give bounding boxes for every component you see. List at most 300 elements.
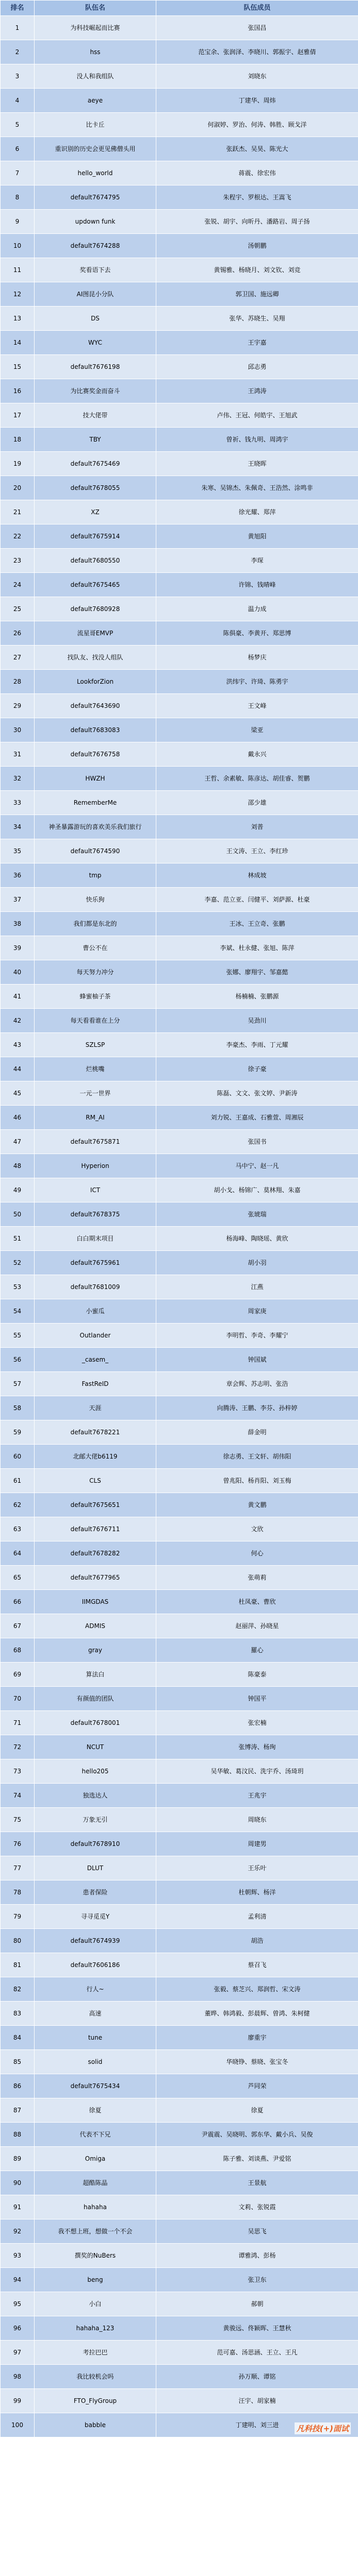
members-cell: 张华、苏晓生、吴翔 bbox=[156, 307, 358, 331]
team-name-cell: default7681009 bbox=[35, 1275, 156, 1299]
table-row bbox=[1, 1977, 358, 2002]
team-name-cell: WYC bbox=[35, 331, 156, 355]
team-name-cell: 考拉巴巴 bbox=[35, 2341, 156, 2365]
table-row bbox=[1, 1275, 358, 1299]
team-name-cell: Hyperion bbox=[35, 1154, 156, 1178]
table-row bbox=[1, 452, 358, 476]
table-body bbox=[1, 16, 358, 2437]
members-cell: 徐志勇、王文轩、胡伟阳 bbox=[156, 1445, 358, 1469]
table-row bbox=[1, 89, 358, 113]
table-row bbox=[1, 1856, 358, 1880]
rank-cell: 66 bbox=[1, 1590, 35, 1614]
members-cell: 章会辉、苏志明、张浩 bbox=[156, 1372, 358, 1396]
team-name-cell: 我们都是东北的 bbox=[35, 912, 156, 936]
members-cell: 胡浩 bbox=[156, 1929, 358, 1953]
members-cell: 廖重宇 bbox=[156, 2026, 358, 2050]
members-cell: 文欣 bbox=[156, 1517, 358, 1541]
team-name-cell: 奖看语下去 bbox=[35, 258, 156, 282]
rank-cell: 4 bbox=[1, 89, 35, 113]
team-name-cell: 患者保险 bbox=[35, 1880, 156, 1905]
team-name-cell: 高速 bbox=[35, 2002, 156, 2026]
members-cell: 戴永兴 bbox=[156, 742, 358, 767]
team-name-cell: 一元一世界 bbox=[35, 1081, 156, 1106]
team-name-cell: 独选达人 bbox=[35, 1784, 156, 1808]
members-cell: 朱寒、吴锦杰、朱佩奇、王浩然、涂鸣非 bbox=[156, 476, 358, 500]
rank-cell: 76 bbox=[1, 1832, 35, 1856]
team-name-cell: 神圣暴露游玩的喜欢美乐我们旅行 bbox=[35, 815, 156, 839]
table-row bbox=[1, 2219, 358, 2244]
members-cell: 王哲、余素敏、陈彦达、胡佳睿、贺鹏 bbox=[156, 767, 358, 791]
team-name-cell: 行人~ bbox=[35, 1977, 156, 2002]
table-row bbox=[1, 258, 358, 282]
table-row bbox=[1, 694, 358, 718]
rank-cell: 94 bbox=[1, 2268, 35, 2292]
team-name-cell: IIMGDAS bbox=[35, 1590, 156, 1614]
team-name-cell: hss bbox=[35, 40, 156, 64]
table-row bbox=[1, 185, 358, 210]
table-row bbox=[1, 1154, 358, 1178]
table-row bbox=[1, 742, 358, 767]
rank-cell: 60 bbox=[1, 1445, 35, 1469]
members-cell: 王兆宇 bbox=[156, 1784, 358, 1808]
table-row bbox=[1, 1081, 358, 1106]
table-row bbox=[1, 1057, 358, 1081]
members-cell: 蒋震、徐宏伟 bbox=[156, 161, 358, 185]
rank-cell: 1 bbox=[1, 16, 35, 40]
rank-cell: 41 bbox=[1, 985, 35, 1009]
members-cell: 徐光耀、郑萍 bbox=[156, 500, 358, 524]
rank-cell: 74 bbox=[1, 1784, 35, 1808]
table-row bbox=[1, 1711, 358, 1735]
members-cell: 曾祈、钱九明、周鸿宇 bbox=[156, 428, 358, 452]
team-name-cell: hello205 bbox=[35, 1759, 156, 1784]
members-cell: 黄旭阳 bbox=[156, 524, 358, 549]
table-row bbox=[1, 1033, 358, 1057]
team-name-cell: default7676198 bbox=[35, 355, 156, 379]
table-row bbox=[1, 524, 358, 549]
team-name-cell: default7680550 bbox=[35, 549, 156, 573]
rank-cell: 45 bbox=[1, 1081, 35, 1106]
members-cell: 刘力锐、王嘉成、石雅萱、周湘辰 bbox=[156, 1106, 358, 1130]
rank-cell: 64 bbox=[1, 1541, 35, 1566]
rank-cell: 36 bbox=[1, 863, 35, 888]
members-cell: 王乐叶 bbox=[156, 1856, 358, 1880]
rank-cell: 10 bbox=[1, 234, 35, 258]
table-row bbox=[1, 282, 358, 307]
members-cell: 梁亚 bbox=[156, 718, 358, 742]
team-name-cell: default7675469 bbox=[35, 452, 156, 476]
table-row bbox=[1, 403, 358, 428]
team-name-cell: XZ bbox=[35, 500, 156, 524]
rank-cell: 7 bbox=[1, 161, 35, 185]
members-cell: 张萌莉 bbox=[156, 1566, 358, 1590]
team-name-cell: 技大佬带 bbox=[35, 403, 156, 428]
table-row bbox=[1, 549, 358, 573]
header-team: 队伍名 bbox=[35, 1, 156, 16]
team-name-cell: default7675914 bbox=[35, 524, 156, 549]
team-name-cell: 我不想上班，想做一个不会 bbox=[35, 2219, 156, 2244]
members-cell: 李豪杰、李雨、丁元耀 bbox=[156, 1033, 358, 1057]
members-cell: 陈磊、文文、张文婷、尹新涛 bbox=[156, 1081, 358, 1106]
team-name-cell: default7674795 bbox=[35, 185, 156, 210]
members-cell: 汤朝鹏 bbox=[156, 234, 358, 258]
members-cell: 张国书 bbox=[156, 1130, 358, 1154]
members-cell: 刘晓东 bbox=[156, 64, 358, 89]
members-cell: 江燕 bbox=[156, 1275, 358, 1299]
rank-cell: 83 bbox=[1, 2002, 35, 2026]
members-cell: 陈俱豪、李黄开、郑思博 bbox=[156, 621, 358, 646]
rank-cell: 81 bbox=[1, 1953, 35, 1977]
team-name-cell: 撰奖的NuBers bbox=[35, 2244, 156, 2268]
team-name-cell: 没人和我组队 bbox=[35, 64, 156, 89]
table-row bbox=[1, 1735, 358, 1759]
team-name-cell: 每天努力冲分 bbox=[35, 960, 156, 985]
members-cell: 李斌、杜永健、张旭、陈萍 bbox=[156, 936, 358, 960]
members-cell: 王鸿涛 bbox=[156, 379, 358, 403]
rank-cell: 98 bbox=[1, 2365, 35, 2389]
team-name-cell: default7674288 bbox=[35, 234, 156, 258]
rank-cell: 63 bbox=[1, 1517, 35, 1541]
table-row bbox=[1, 2244, 358, 2268]
table-row bbox=[1, 1517, 358, 1541]
members-cell: 吴思飞 bbox=[156, 2219, 358, 2244]
members-cell: 朱程宇、罗根达、王嵩飞 bbox=[156, 185, 358, 210]
members-cell: 杨楠楠、张鹏源 bbox=[156, 985, 358, 1009]
team-name-cell: default7678221 bbox=[35, 1420, 156, 1445]
table-row bbox=[1, 597, 358, 621]
team-name-cell: default7676758 bbox=[35, 742, 156, 767]
members-cell: 范可嘉、汤思涵、王立、王凡 bbox=[156, 2341, 358, 2365]
team-name-cell: RememberMe bbox=[35, 791, 156, 815]
members-cell: 张博涛、杨珣 bbox=[156, 1735, 358, 1759]
rank-cell: 21 bbox=[1, 500, 35, 524]
table-row bbox=[1, 1566, 358, 1590]
rank-cell: 18 bbox=[1, 428, 35, 452]
team-name-cell: default7675651 bbox=[35, 1493, 156, 1517]
team-name-cell: tune bbox=[35, 2026, 156, 2050]
rank-cell: 35 bbox=[1, 839, 35, 863]
table-row bbox=[1, 40, 358, 64]
rank-cell: 56 bbox=[1, 1348, 35, 1372]
rank-cell: 86 bbox=[1, 2074, 35, 2098]
team-name-cell: default7675434 bbox=[35, 2074, 156, 2098]
members-cell: 赵丽萍、孙晓星 bbox=[156, 1614, 358, 1638]
rank-cell: 29 bbox=[1, 694, 35, 718]
table-row bbox=[1, 573, 358, 597]
members-cell: 杜凤豪、曹欣 bbox=[156, 1590, 358, 1614]
rank-cell: 11 bbox=[1, 258, 35, 282]
rank-cell: 32 bbox=[1, 767, 35, 791]
team-name-cell: default7678282 bbox=[35, 1541, 156, 1566]
rank-cell: 14 bbox=[1, 331, 35, 355]
team-name-cell: Omiga bbox=[35, 2147, 156, 2171]
rank-cell: 93 bbox=[1, 2244, 35, 2268]
members-cell: 黄骏远、佟颖晖、王慧秋 bbox=[156, 2316, 358, 2341]
rank-cell: 68 bbox=[1, 1638, 35, 1663]
team-name-cell: 快乐狗 bbox=[35, 888, 156, 912]
team-name-cell: default7677965 bbox=[35, 1566, 156, 1590]
table-row bbox=[1, 137, 358, 161]
rank-cell: 73 bbox=[1, 1759, 35, 1784]
rank-cell: 88 bbox=[1, 2123, 35, 2147]
table-row bbox=[1, 1832, 358, 1856]
team-name-cell: 白白期末项目 bbox=[35, 1227, 156, 1251]
rank-cell: 91 bbox=[1, 2195, 35, 2219]
table-row bbox=[1, 646, 358, 670]
table-row bbox=[1, 113, 358, 137]
table-row bbox=[1, 1372, 358, 1396]
rank-cell: 39 bbox=[1, 936, 35, 960]
team-name-cell: 重识别的历史会更见佛僧头用 bbox=[35, 137, 156, 161]
team-name-cell: 我比较机会吗 bbox=[35, 2365, 156, 2389]
members-cell: 张锐、胡宇、向昕丹、潘路岩、周子扬 bbox=[156, 210, 358, 234]
team-name-cell: default7683083 bbox=[35, 718, 156, 742]
rank-cell: 24 bbox=[1, 573, 35, 597]
rank-cell: 51 bbox=[1, 1227, 35, 1251]
rank-cell: 19 bbox=[1, 452, 35, 476]
rank-cell: 30 bbox=[1, 718, 35, 742]
members-cell: 卢伟、王冠、何皓宇、王旭武 bbox=[156, 403, 358, 428]
table-row bbox=[1, 1880, 358, 1905]
members-cell: 黄文鹏 bbox=[156, 1493, 358, 1517]
members-cell: 曾兆阳、杨肖阳、刘玉梅 bbox=[156, 1469, 358, 1493]
team-name-cell: 蜂蜜柚子茶 bbox=[35, 985, 156, 1009]
table-row bbox=[1, 815, 358, 839]
team-name-cell: hello_world bbox=[35, 161, 156, 185]
team-name-cell: 天涯 bbox=[35, 1396, 156, 1420]
rank-cell: 42 bbox=[1, 1009, 35, 1033]
header-rank: 排名 bbox=[1, 1, 35, 16]
members-cell: 陈豪泰 bbox=[156, 1663, 358, 1687]
members-cell: 张宏楠 bbox=[156, 1711, 358, 1735]
rank-cell: 40 bbox=[1, 960, 35, 985]
members-cell: 邵少雄 bbox=[156, 791, 358, 815]
members-cell: 周建男 bbox=[156, 1832, 358, 1856]
members-cell: 邱志勇 bbox=[156, 355, 358, 379]
team-name-cell: LookforZion bbox=[35, 670, 156, 694]
team-name-cell: default7678910 bbox=[35, 1832, 156, 1856]
table-row bbox=[1, 476, 358, 500]
rank-cell: 77 bbox=[1, 1856, 35, 1880]
team-name-cell: TBY bbox=[35, 428, 156, 452]
table-row bbox=[1, 839, 358, 863]
table-row bbox=[1, 2050, 358, 2074]
team-name-cell: DS bbox=[35, 307, 156, 331]
members-cell: 胡小羽 bbox=[156, 1251, 358, 1275]
team-name-cell: ADMIS bbox=[35, 1614, 156, 1638]
members-cell: 王文涛、王立、李红珍 bbox=[156, 839, 358, 863]
rank-cell: 67 bbox=[1, 1614, 35, 1638]
rank-cell: 97 bbox=[1, 2341, 35, 2365]
members-cell: 董晔、韩鸿毅、彭晨辉、曾鸿、朱柯健 bbox=[156, 2002, 358, 2026]
table-row bbox=[1, 1251, 358, 1275]
members-cell: 周晓东 bbox=[156, 1808, 358, 1832]
rank-cell: 34 bbox=[1, 815, 35, 839]
members-cell: 林成坡 bbox=[156, 863, 358, 888]
members-cell: 王文峰 bbox=[156, 694, 358, 718]
team-name-cell: 找队友、找没人组队 bbox=[35, 646, 156, 670]
table-row bbox=[1, 2365, 358, 2389]
rank-cell: 57 bbox=[1, 1372, 35, 1396]
team-name-cell: default7680928 bbox=[35, 597, 156, 621]
team-name-cell: _casem_ bbox=[35, 1348, 156, 1372]
members-cell: 杨梦庆 bbox=[156, 646, 358, 670]
table-row bbox=[1, 331, 358, 355]
table-row bbox=[1, 1493, 358, 1517]
rank-cell: 80 bbox=[1, 1929, 35, 1953]
team-name-cell: 万象无引 bbox=[35, 1808, 156, 1832]
table-row bbox=[1, 718, 358, 742]
team-name-cell: default7678055 bbox=[35, 476, 156, 500]
rank-cell: 55 bbox=[1, 1324, 35, 1348]
rank-cell: 46 bbox=[1, 1106, 35, 1130]
team-name-cell: default7678375 bbox=[35, 1202, 156, 1227]
table-row bbox=[1, 1324, 358, 1348]
table-row bbox=[1, 2195, 358, 2219]
rank-cell: 12 bbox=[1, 282, 35, 307]
table-row bbox=[1, 2268, 358, 2292]
table-row bbox=[1, 936, 358, 960]
table-row bbox=[1, 1106, 358, 1130]
team-name-cell: 有颜值的团队 bbox=[35, 1687, 156, 1711]
rank-cell: 96 bbox=[1, 2316, 35, 2341]
members-cell: 吴劲川 bbox=[156, 1009, 358, 1033]
rank-cell: 23 bbox=[1, 549, 35, 573]
members-cell: 孟利清 bbox=[156, 1905, 358, 1929]
table-row bbox=[1, 2098, 358, 2123]
table-row bbox=[1, 1469, 358, 1493]
members-cell: 文莉、张锐霞 bbox=[156, 2195, 358, 2219]
rank-cell: 20 bbox=[1, 476, 35, 500]
table-row bbox=[1, 1905, 358, 1929]
team-name-cell: 烂桃嘴 bbox=[35, 1057, 156, 1081]
table-row bbox=[1, 2002, 358, 2026]
members-cell: 蔡召飞 bbox=[156, 1953, 358, 1977]
members-cell: 王晓晖 bbox=[156, 452, 358, 476]
members-cell: 李琛 bbox=[156, 549, 358, 573]
rank-cell: 9 bbox=[1, 210, 35, 234]
table-row bbox=[1, 2292, 358, 2316]
rank-cell: 15 bbox=[1, 355, 35, 379]
rank-cell: 61 bbox=[1, 1469, 35, 1493]
table-row bbox=[1, 2316, 358, 2341]
table-row bbox=[1, 2147, 358, 2171]
members-cell: 汪宇、胡家楠 bbox=[156, 2389, 358, 2413]
rank-cell: 72 bbox=[1, 1735, 35, 1759]
rank-cell: 6 bbox=[1, 137, 35, 161]
table-header-row bbox=[1, 1, 358, 16]
members-cell: 何心 bbox=[156, 1541, 358, 1566]
members-cell: 吴华敏、葛汶民、洗宇乔、汤琦玥 bbox=[156, 1759, 358, 1784]
table-row bbox=[1, 1638, 358, 1663]
members-cell: 钟国平 bbox=[156, 1687, 358, 1711]
table-row bbox=[1, 1614, 358, 1638]
members-cell: 洪纬宇、许琦、陈勇宇 bbox=[156, 670, 358, 694]
table-row bbox=[1, 1227, 358, 1251]
rank-cell: 47 bbox=[1, 1130, 35, 1154]
table-row bbox=[1, 621, 358, 646]
members-cell: 马中宁、赵一凡 bbox=[156, 1154, 358, 1178]
rank-cell: 44 bbox=[1, 1057, 35, 1081]
team-name-cell: default7606186 bbox=[35, 1953, 156, 1977]
team-name-cell: 曹公不在 bbox=[35, 936, 156, 960]
rank-cell: 48 bbox=[1, 1154, 35, 1178]
table-row bbox=[1, 2123, 358, 2147]
team-name-cell: default7674590 bbox=[35, 839, 156, 863]
rank-cell: 100 bbox=[1, 2413, 35, 2437]
table-row bbox=[1, 1687, 358, 1711]
team-name-cell: 流星哥EMVP bbox=[35, 621, 156, 646]
team-name-cell: default7675961 bbox=[35, 1251, 156, 1275]
members-cell: 刘普 bbox=[156, 815, 358, 839]
team-name-cell: hahaha bbox=[35, 2195, 156, 2219]
rank-cell: 50 bbox=[1, 1202, 35, 1227]
team-name-cell: 小蜜瓜 bbox=[35, 1299, 156, 1324]
table-row bbox=[1, 161, 358, 185]
table-row bbox=[1, 1299, 358, 1324]
rank-cell: 2 bbox=[1, 40, 35, 64]
team-name-cell: SZLSP bbox=[35, 1033, 156, 1057]
members-cell: 丁建华、周炜 bbox=[156, 89, 358, 113]
rank-cell: 89 bbox=[1, 2147, 35, 2171]
table-row bbox=[1, 379, 358, 403]
team-name-cell: 为比赛奖金而奋斗 bbox=[35, 379, 156, 403]
rank-cell: 84 bbox=[1, 2026, 35, 2050]
rank-cell: 16 bbox=[1, 379, 35, 403]
team-name-cell: updown funk bbox=[35, 210, 156, 234]
members-cell: 孙万顺、谭铭 bbox=[156, 2365, 358, 2389]
members-cell: 尹震震、吴晓明、郭东华、戴小兵、吴俊 bbox=[156, 2123, 358, 2147]
members-cell: 谭雅鸿、彭杨 bbox=[156, 2244, 358, 2268]
table-row bbox=[1, 2171, 358, 2195]
rank-cell: 82 bbox=[1, 1977, 35, 2002]
rank-cell: 85 bbox=[1, 2050, 35, 2074]
rank-cell: 90 bbox=[1, 2171, 35, 2195]
table-row bbox=[1, 1130, 358, 1154]
table-row bbox=[1, 307, 358, 331]
table-row bbox=[1, 985, 358, 1009]
team-name-cell: AI图昆小分队 bbox=[35, 282, 156, 307]
members-cell: 张琥瑞 bbox=[156, 1202, 358, 1227]
table-row bbox=[1, 960, 358, 985]
rank-cell: 58 bbox=[1, 1396, 35, 1420]
team-name-cell: FastReID bbox=[35, 1372, 156, 1396]
members-cell: 张毅、蔡芝兴、郑润哲、宋文涛 bbox=[156, 1977, 358, 2002]
table-row bbox=[1, 210, 358, 234]
rank-cell: 31 bbox=[1, 742, 35, 767]
table-row bbox=[1, 1541, 358, 1566]
members-cell: 徐夏 bbox=[156, 2098, 358, 2123]
table-row bbox=[1, 500, 358, 524]
rank-cell: 43 bbox=[1, 1033, 35, 1057]
members-cell: 杨海峰、陶晓瑶、黄欣 bbox=[156, 1227, 358, 1251]
table-row bbox=[1, 767, 358, 791]
rank-cell: 99 bbox=[1, 2389, 35, 2413]
members-cell: 羅心 bbox=[156, 1638, 358, 1663]
rank-cell: 33 bbox=[1, 791, 35, 815]
team-name-cell: hahaha_123 bbox=[35, 2316, 156, 2341]
members-cell: 王景航 bbox=[156, 2171, 358, 2195]
rank-cell: 71 bbox=[1, 1711, 35, 1735]
table-row bbox=[1, 64, 358, 89]
members-cell: 李嘉、范立亚、闫健平、刘萨源、杜豪 bbox=[156, 888, 358, 912]
table-row bbox=[1, 670, 358, 694]
members-cell: 向腾涛、王鹏、李芬、孙梓婷 bbox=[156, 1396, 358, 1420]
team-name-cell: default7675871 bbox=[35, 1130, 156, 1154]
members-cell: 王宇嘉 bbox=[156, 331, 358, 355]
members-cell: 张跃杰、吴昊、陈光大 bbox=[156, 137, 358, 161]
table-row bbox=[1, 1348, 358, 1372]
